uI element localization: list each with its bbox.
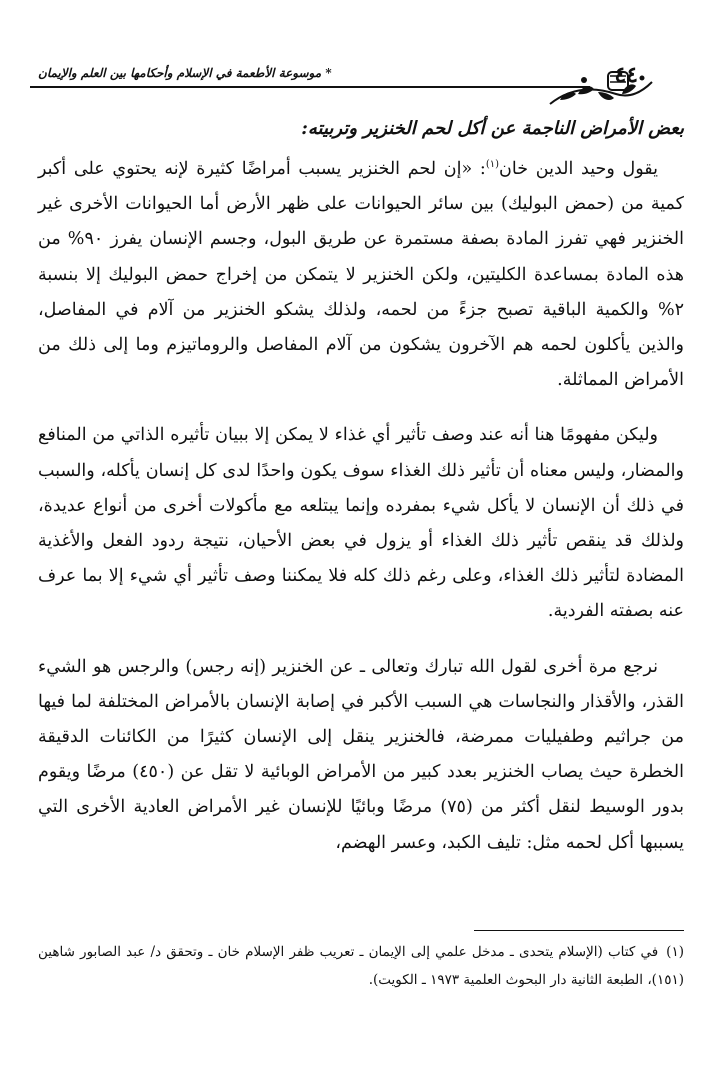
paragraph-text: يقول وحيد الدين خان — [499, 159, 658, 179]
body-text — [38, 152, 684, 881]
footnote — [38, 938, 684, 994]
book-title: * موسوعة الأطعمة في الإسلام وأحكامها بين العلم والإيمان — [38, 66, 332, 80]
paragraph-text: : «إن لحم الخنزير يسبب أمراضًا كثيرة لإنه يحتوي على أكبر كمية من (حمض البوليك) بين سائر الحيوانات على ظهر الأرض أما الحيوانات الأخرى غير الخنزير فهي تفرز المادة بصفة مستمرة عن طريق البول، وجسم الإنسان يفرز ٩٠% من هذه المادة بمساعدة الكليتين، ولكن الخنزير لا يتمكن من إخراج حمض البوليك إلا بنسبة ٢% والكمية الباقية تصبح جزءً من لحمه، ولذلك يشكو الخنزير من آلام في المفاصل، والذين يأكلون لحمه هم الآخرون يشكون من آلام المفاصل والروماتيزم وما إلى ذلك من الأمراض المماثلة. — [38, 159, 684, 391]
footnote-text: في كتاب (الإسلام يتحدى ـ مدخل علمي إلى الإيمان ـ تعريب ظفر الإسلام خان ـ وتحقق د/ عبد الصابور شاهين (١٥١)، الطبعة الثانية دار البحوث العلمية ١٩٧٣ ـ الكويت). — [38, 944, 684, 988]
paragraph — [38, 418, 684, 629]
footnote-divider — [474, 930, 684, 931]
paragraph-text: نرجع مرة أخرى لقول الله تبارك وتعالى ـ عن الخنزير (إنه رجس) والرجس هو الشيء القذر، والأقذار والنجاسات هي السبب الأكبر في إصابة الإنسان بالأمراض المختلفة لما فيها من جراثيم وطفيليات ممرضة، فالخنزير ينقل إلى الإنسان كثيرًا من الكائنات الدقيقة الخطرة حيث يصاب الخنزير بعدد كبير من الأمراض الوبائية لا تقل عن (٤٥٠) مرضًا ويقوم بدور الوسيط لنقل أكثر من (٧٥) مرضًا وبائيًا للإنسان غير الأمراض العادية الأخرى التي يسببها أكل لحمه مثل: تليف الكبد، وعسر الهضم، — [38, 656, 684, 853]
section-heading: بعض الأمراض الناجمة عن أكل لحم الخنزير وتربيته: — [301, 118, 684, 139]
page-number: ٤٤ — [614, 62, 638, 88]
paragraph — [38, 650, 684, 861]
paragraph — [38, 152, 684, 398]
footnote-number: (١) — [666, 944, 684, 960]
paragraph-text: وليكن مفهومًا هنا أنه عند وصف تأثير أي غذاء لا يمكن إلا ببيان تأثيره الذاتي من المنافع والمضار، وليس معناه أن تأثير ذلك الغذاء سوف يكون واحدًا لدى كل إنسان يأكله، والسبب في ذلك أن الإنسان لا يأكل شيء بمفرده وإنما يبتلعه مع مأكولات أخرى من أنواع عديدة، ولذلك قد ينقص تأثير ذلك الغذاء أو يزول في بعض الأحيان، نتيجة ردود الفعل والأغذية المضادة لتأثير ذلك الغذاء، وعلى رغم ذلك كله فلا يمكننا وصف تأثير أي شيء إلا بما عرف عنه بصفته الفردية. — [38, 425, 684, 622]
header-rule — [30, 86, 590, 88]
footnote-reference: (١) — [485, 159, 500, 171]
